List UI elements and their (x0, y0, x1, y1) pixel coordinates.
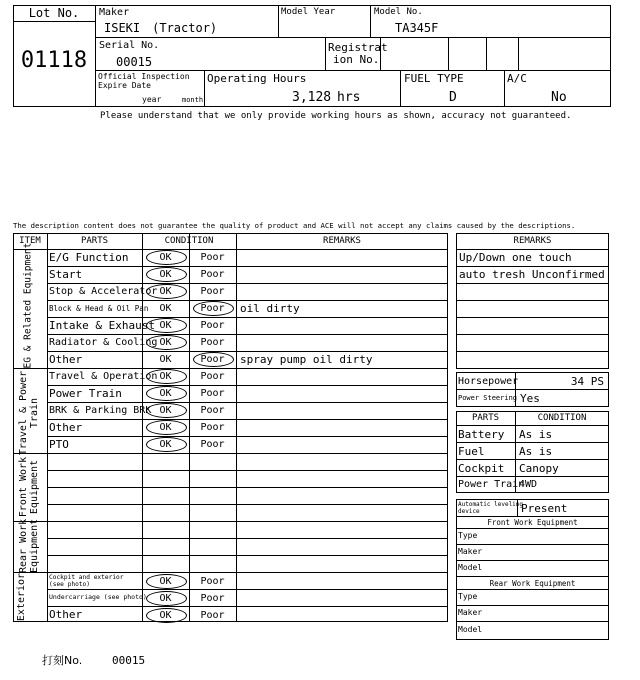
horsepower-value: 34 PS (570, 375, 604, 388)
ok-mark: OK (159, 303, 172, 314)
divider (456, 249, 609, 250)
rear-type-label: Type (458, 592, 478, 601)
divider (95, 37, 611, 38)
fuel-part-label: Fuel (458, 445, 485, 458)
divider (456, 516, 609, 517)
inspection-label: Official Inspection (98, 72, 190, 81)
divider (95, 5, 96, 107)
ok-circle (146, 267, 187, 282)
hours-label: Operating Hours (207, 72, 307, 85)
divider (47, 233, 48, 622)
group-title-front-line2: Equipment (28, 459, 40, 515)
rear-equipment-title: Rear Work Equipment (489, 579, 576, 588)
divider (13, 249, 448, 250)
divider (47, 283, 448, 284)
poor-mark: Poor (200, 405, 225, 416)
power-train-label: Power Train (458, 479, 525, 490)
divider (400, 70, 401, 107)
group-title-front-line1: Front Work (18, 456, 29, 518)
poor-mark: Poor (200, 371, 225, 382)
ok-mark: OK (159, 439, 172, 450)
model-year-label: Model Year (281, 7, 336, 17)
leveling-label: Automatic leveling (458, 501, 524, 508)
ok-mark: OK (159, 269, 172, 280)
maker-label: Maker (99, 7, 130, 18)
ok-circle (146, 591, 187, 606)
steering-value: Yes (520, 392, 540, 405)
divider (47, 317, 448, 318)
fuel-label: FUEL TYPE (404, 72, 464, 85)
poor-mark: Poor (200, 576, 225, 587)
divider (47, 334, 448, 335)
divider (456, 425, 609, 426)
ok-mark: OK (159, 252, 172, 263)
divider (13, 21, 95, 22)
part-cockpit-exterior: Cockpit and exterior (see photo) (49, 574, 124, 589)
hours-value: 3,128 (292, 90, 332, 105)
divider (47, 538, 448, 539)
divider (47, 385, 448, 386)
hours-note: Please understand that we only provide working hours as shown, accuracy not guaranteed. (100, 111, 572, 121)
divider (47, 470, 448, 471)
part-brk-parking: BRK & Parking BRK (49, 405, 152, 416)
divider (456, 266, 609, 267)
divider (518, 37, 519, 70)
part-pto: PTO (49, 438, 69, 451)
front-equipment-title: Front Work Equipment (487, 518, 578, 527)
divider (47, 436, 448, 437)
part-start: Start (49, 268, 83, 281)
front-type-label: Type (458, 531, 478, 540)
ok-mark: OK (159, 576, 172, 587)
rear-maker-label: Maker (458, 608, 483, 617)
part-block-head: Block & Head & Oil Pan (49, 304, 149, 313)
divider (236, 233, 237, 622)
divider (456, 560, 609, 561)
group-title-front (19, 453, 41, 521)
horsepower-label: Horsepower (458, 376, 519, 387)
battery-value: As is (519, 428, 553, 441)
ok-circle (146, 574, 187, 589)
hours-unit: hrs (337, 90, 361, 105)
poor-mark: Poor (200, 354, 225, 365)
divider (456, 442, 609, 443)
serial-value: 00015 (116, 55, 153, 69)
part-radiator: Radiator & Cooling (49, 337, 158, 348)
poor-mark: Poor (200, 320, 225, 331)
divider (456, 605, 609, 606)
divider (95, 70, 611, 71)
col-header-parts: PARTS (80, 236, 109, 246)
remark-line-2: auto tresh Unconfirmed (459, 268, 605, 281)
ok-mark: OK (159, 610, 172, 621)
ok-circle (146, 437, 187, 452)
poor-circle (193, 352, 234, 367)
divider (47, 504, 448, 505)
divider (456, 283, 609, 284)
ok-mark: OK (159, 422, 172, 433)
disclaimer: The description content does not guarantee the quality of product and ACE will not accept any claims caused by the descriptions. (13, 221, 576, 230)
group-title-travel (19, 370, 41, 456)
divider (456, 528, 609, 529)
divider (13, 368, 448, 369)
ok-circle (146, 250, 187, 265)
ac-value: No (551, 90, 567, 105)
divider (456, 459, 609, 460)
divider (504, 70, 505, 107)
col-header-condition: CONDITION (164, 236, 214, 246)
part-undercarriage: Undercarriage (see photo) (49, 593, 147, 601)
divider (47, 555, 448, 556)
divider (325, 37, 326, 70)
divider (456, 334, 609, 335)
divider (486, 37, 487, 70)
part-exterior-other: Other (49, 608, 83, 621)
divider (456, 300, 609, 301)
leveling-value: Present (521, 502, 568, 515)
group-title-travel-line1: Travel & Power (18, 370, 29, 456)
divider (278, 5, 279, 37)
group-title-eg: EG & Related Equipment (22, 242, 34, 369)
part-power-train: Power Train (49, 387, 122, 400)
ok-mark: OK (159, 337, 172, 348)
rear-model-label: Model (458, 625, 483, 634)
part-travel-operation: Travel & Operation (49, 371, 158, 382)
stamp-value: 00015 (112, 654, 146, 667)
divider (456, 389, 609, 390)
part-travel-other: Other (49, 421, 83, 434)
divider (13, 572, 448, 573)
poor-mark: Poor (200, 337, 225, 348)
poor-mark: Poor (200, 388, 225, 399)
poor-circle (193, 301, 234, 316)
part-eg-other: Other (49, 353, 83, 366)
ok-circle (146, 420, 187, 435)
lot-number: 01118 (20, 48, 88, 73)
cockpit-value: Canopy (519, 462, 559, 475)
divider (456, 476, 609, 477)
divider (47, 606, 448, 607)
divider (456, 544, 609, 545)
ok-circle (146, 335, 187, 350)
divider (456, 589, 609, 590)
ok-circle (146, 369, 187, 384)
ok-circle (146, 284, 187, 299)
ok-circle (146, 608, 187, 623)
month-label: month (182, 96, 204, 104)
maker-value: ISEKI (Tractor) (104, 21, 218, 35)
remark-block-head: oil dirty (240, 302, 300, 315)
parts-header: PARTS (471, 413, 500, 423)
ok-circle (146, 386, 187, 401)
divider (47, 589, 448, 590)
leveling-label-2: device (458, 508, 480, 515)
inspection-label-2: Expire Date (98, 81, 151, 90)
ok-mark: OK (159, 320, 172, 331)
part-intake-exhaust: Intake & Exhaust (49, 319, 155, 332)
poor-mark: Poor (200, 439, 225, 450)
remarks-title: REMARKS (513, 236, 552, 246)
divider (204, 70, 205, 107)
divider (47, 266, 448, 267)
year-label: year (142, 95, 162, 104)
poor-mark: Poor (200, 610, 225, 621)
group-title-exterior: Exterior (16, 572, 27, 622)
group-title-rear-line1: Rear Work (18, 518, 29, 573)
group-title-rear (18, 518, 41, 573)
ok-mark: OK (159, 593, 172, 604)
divider (13, 453, 448, 454)
col-header-item: ITEM (19, 236, 41, 246)
divider (456, 621, 609, 622)
ok-mark: OK (159, 286, 172, 297)
divider (456, 317, 609, 318)
poor-mark: Poor (200, 286, 225, 297)
registration-label: Registrat (328, 41, 388, 54)
serial-label: Serial No. (99, 40, 160, 51)
divider (456, 351, 609, 352)
ok-circle (146, 318, 187, 333)
steering-label: Power Steering (458, 394, 518, 402)
front-maker-label: Maker (458, 547, 483, 556)
registration-label-2: ion No. (333, 53, 380, 66)
ok-mark: OK (159, 354, 172, 365)
ok-mark: OK (159, 405, 172, 416)
model-no-value: TA345F (395, 21, 439, 35)
group-title-travel-line2: Train (28, 397, 40, 429)
poor-mark: Poor (200, 593, 225, 604)
divider (47, 487, 448, 488)
poor-mark: Poor (200, 269, 225, 280)
lot-label: Lot No. (28, 6, 80, 20)
part-eg-function: E/G Function (49, 251, 129, 264)
poor-mark: Poor (200, 422, 225, 433)
battery-label: Battery (458, 428, 505, 441)
ok-mark: OK (159, 388, 172, 399)
divider (448, 37, 449, 70)
fuel-part-value: As is (519, 445, 553, 458)
divider (47, 402, 448, 403)
divider (47, 419, 448, 420)
power-train-value: 4WD (519, 479, 538, 490)
poor-mark: Poor (200, 252, 225, 263)
model-no-label: Model No. (374, 7, 423, 17)
front-model-label: Model (458, 563, 483, 572)
divider (47, 300, 448, 301)
remark-eg-other: spray pump oil dirty (240, 353, 373, 366)
remark-line-1: Up/Down one touch (459, 251, 572, 264)
divider (13, 521, 448, 522)
part-stop-accelerator: Stop & Accelerator (49, 286, 158, 297)
condition-header: CONDITION (537, 413, 587, 423)
col-header-remarks: REMARKS (323, 236, 361, 246)
fuel-value: D (449, 90, 457, 105)
divider (456, 576, 609, 577)
ok-mark: OK (159, 371, 172, 382)
ac-label: A/C (507, 72, 527, 85)
divider (370, 5, 371, 37)
poor-mark: Poor (200, 303, 225, 314)
stamp-label: 打刻No. (42, 654, 83, 667)
group-title-rear-line2: Equipment (28, 518, 40, 573)
ok-circle (146, 403, 187, 418)
cockpit-label: Cockpit (458, 462, 505, 475)
divider (47, 351, 448, 352)
